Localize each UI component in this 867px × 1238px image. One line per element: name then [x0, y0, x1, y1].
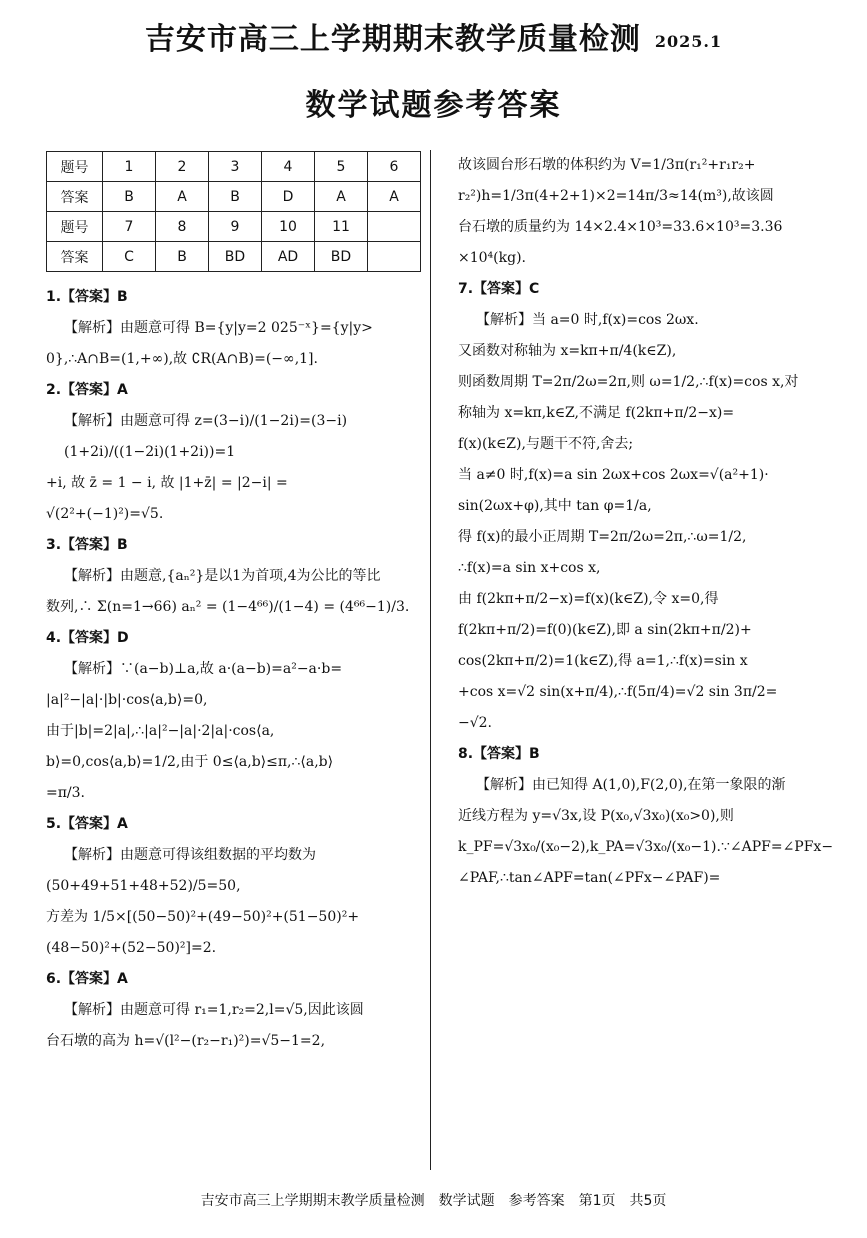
- solution-line: 【解析】由已知得 A(1,0),F(2,0),在第一象限的渐: [476, 777, 786, 793]
- question-answer-heading: 2.【答案】A: [46, 382, 128, 398]
- question-answer-heading: 4.【答案】D: [46, 630, 129, 646]
- answer-table-cell: BD: [315, 242, 368, 272]
- solution-line: ∴f(x)=a sin x+cos x,: [458, 560, 601, 576]
- solution-line: cos(2kπ+π/2)=1(k∈Z),得 a=1,∴f(x)=sin x: [458, 653, 748, 669]
- answer-table-cell: 答案: [47, 242, 103, 272]
- solution-line: 又函数对称轴为 x=kπ+π/4(k∈Z),: [458, 343, 677, 359]
- question-answer-heading: 5.【答案】A: [46, 816, 128, 832]
- answer-table-row: [47, 152, 421, 182]
- left-column: [46, 282, 424, 1057]
- answer-table-cell: 7: [103, 212, 156, 242]
- solution-line: 台石墩的质量约为 14×2.4×10³=33.6×10³=3.36: [458, 219, 783, 235]
- answer-table: [46, 151, 421, 272]
- answer-table-cell: AD: [262, 242, 315, 272]
- answer-table-row: [47, 242, 421, 272]
- answer-table-cell: 答案: [47, 182, 103, 212]
- answer-table-cell: BD: [209, 242, 262, 272]
- solution-line: 称轴为 x=kπ,k∈Z,不满足 f(2kπ+π/2−x)=: [458, 405, 735, 421]
- solution-line: f(x)(k∈Z),与题干不符,舍去;: [458, 436, 634, 452]
- right-column: [458, 150, 834, 894]
- solution-line: 【解析】由题意可得该组数据的平均数为: [64, 847, 316, 863]
- solution-line: 【解析】由题意可得 B={y|y=2 025⁻ˣ}={y|y>: [64, 320, 373, 336]
- solution-line: √(2²+(−1)²)=√5.: [46, 506, 164, 522]
- solution-line: −√2.: [458, 715, 493, 731]
- solution-line: 数列,∴ Σ(n=1→66) aₙ² = (1−4⁶⁶)/(1−4) = (4⁶⁶−1)/3.: [46, 599, 410, 615]
- solution-line: f(2kπ+π/2)=f(0)(k∈Z),即 a sin(2kπ+π/2)+: [458, 622, 752, 638]
- answer-table-cell: 10: [262, 212, 315, 242]
- answer-table-cell: B: [156, 242, 209, 272]
- title-text: 吉安市高三上学期期末教学质量检测: [144, 22, 641, 57]
- solution-line: 【解析】当 a=0 时,f(x)=cos 2ωx.: [476, 312, 699, 328]
- solution-line: +i, 故 z̄ = 1 − i, 故 |1+z̄| = |2−i| =: [46, 475, 288, 491]
- solution-line: 近线方程为 y=√3x,设 P(x₀,√3x₀)(x₀>0),则: [458, 808, 734, 824]
- answer-table-cell: 11: [315, 212, 368, 242]
- solution-line: ∠PAF,∴tan∠APF=tan(∠PFx−∠PAF)=: [458, 870, 721, 886]
- page-footer: 吉安市高三上学期期末教学质量检测 数学试题 参考答案 第1页 共5页: [200, 1193, 667, 1209]
- answer-table-cell: 题号: [47, 152, 103, 182]
- answer-table-cell: 2: [156, 152, 209, 182]
- solution-line: 台石墩的高为 h=√(l²−(r₂−r₁)²)=√5−1=2,: [46, 1033, 326, 1049]
- solution-line: (48−50)²+(52−50)²]=2.: [46, 940, 217, 956]
- question-answer-heading: 8.【答案】B: [458, 746, 540, 762]
- answer-table-cell: [368, 242, 421, 272]
- answer-table-cell: 5: [315, 152, 368, 182]
- solution-line: 当 a≠0 时,f(x)=a sin 2ωx+cos 2ωx=√(a²+1)·: [458, 467, 769, 483]
- solution-line: 由于|b|=2|a|,∴|a|²−|a|·2|a|·cos⟨a,: [46, 723, 275, 739]
- solution-line: r₂²)h=1/3π(4+2+1)×2=14π/3≈14(m³),故该圆: [458, 188, 774, 204]
- answer-table-cell: A: [315, 182, 368, 212]
- answer-table-cell: 6: [368, 152, 421, 182]
- solution-line: b⟩=0,cos⟨a,b⟩=1/2,由于 0≤⟨a,b⟩≤π,∴⟨a,b⟩: [46, 754, 334, 770]
- answer-table-cell: [368, 212, 421, 242]
- answer-table-cell: 8: [156, 212, 209, 242]
- solution-line: 【解析】由题意可得 z=(3−i)/(1−2i)=(3−i)(1+2i)/((1−2i)(1+2i))=1: [64, 413, 348, 460]
- column-divider: [430, 150, 431, 1170]
- question-answer-heading: 7.【答案】C: [458, 281, 540, 297]
- answer-table-cell: B: [103, 182, 156, 212]
- solution-line: sin(2ωx+φ),其中 tan φ=1/a,: [458, 498, 652, 514]
- solution-line: 【解析】由题意可得 r₁=1,r₂=2,l=√5,因此该圆: [64, 1002, 364, 1018]
- solution-line: 则函数周期 T=2π/2ω=2π,则 ω=1/2,∴f(x)=cos x,对: [458, 374, 799, 390]
- answer-table-cell: B: [209, 182, 262, 212]
- question-answer-heading: 6.【答案】A: [46, 971, 128, 987]
- answer-table-cell: 题号: [47, 212, 103, 242]
- answer-table-cell: C: [103, 242, 156, 272]
- question-answer-heading: 1.【答案】B: [46, 289, 128, 305]
- solution-line: |a|²−|a|·|b|·cos⟨a,b⟩=0,: [46, 692, 208, 708]
- solution-line: 【解析】∵(a−b)⊥a,故 a·(a−b)=a²−a·b=: [64, 661, 343, 677]
- page-title: [0, 14, 867, 58]
- solution-line: k_PF=√3x₀/(x₀−2),k_PA=√3x₀/(x₀−1).∵∠APF=∠PFx−: [458, 839, 834, 855]
- answer-table-cell: 1: [103, 152, 156, 182]
- answer-table-row: [47, 182, 421, 212]
- answer-table-cell: A: [368, 182, 421, 212]
- question-answer-heading: 3.【答案】B: [46, 537, 128, 553]
- solution-line: ×10⁴(kg).: [458, 250, 526, 266]
- solution-line: +cos x=√2 sin(x+π/4),∴f(5π/4)=√2 sin 3π/2=: [458, 684, 778, 700]
- page-subtitle: 数学试题参考答案: [305, 88, 562, 123]
- solution-line: 方差为 1/5×[(50−50)²+(49−50)²+(51−50)²+: [46, 909, 360, 925]
- solution-line: 得 f(x)的最小正周期 T=2π/2ω=2π,∴ω=1/2,: [458, 529, 747, 545]
- solution-line: =π/3.: [46, 785, 86, 801]
- solution-line: 【解析】由题意,{aₙ²}是以1为首项,4为公比的等比: [64, 568, 381, 584]
- answer-table-cell: 3: [209, 152, 262, 182]
- answer-table-cell: 4: [262, 152, 315, 182]
- answer-table-cell: 9: [209, 212, 262, 242]
- solution-line: (50+49+51+48+52)/5=50,: [46, 878, 241, 894]
- solution-line: 由 f(2kπ+π/2−x)=f(x)(k∈Z),令 x=0,得: [458, 591, 719, 607]
- answer-table-cell: A: [156, 182, 209, 212]
- answer-table-row: [47, 212, 421, 242]
- solution-line: 0},∴A∩B=(1,+∞),故 ∁R(A∩B)=(−∞,1].: [46, 351, 318, 367]
- solution-line: 故该圆台形石墩的体积约为 V=1/3π(r₁²+r₁r₂+: [458, 157, 756, 173]
- answer-table-cell: D: [262, 182, 315, 212]
- exam-date: 2025.1: [654, 32, 723, 51]
